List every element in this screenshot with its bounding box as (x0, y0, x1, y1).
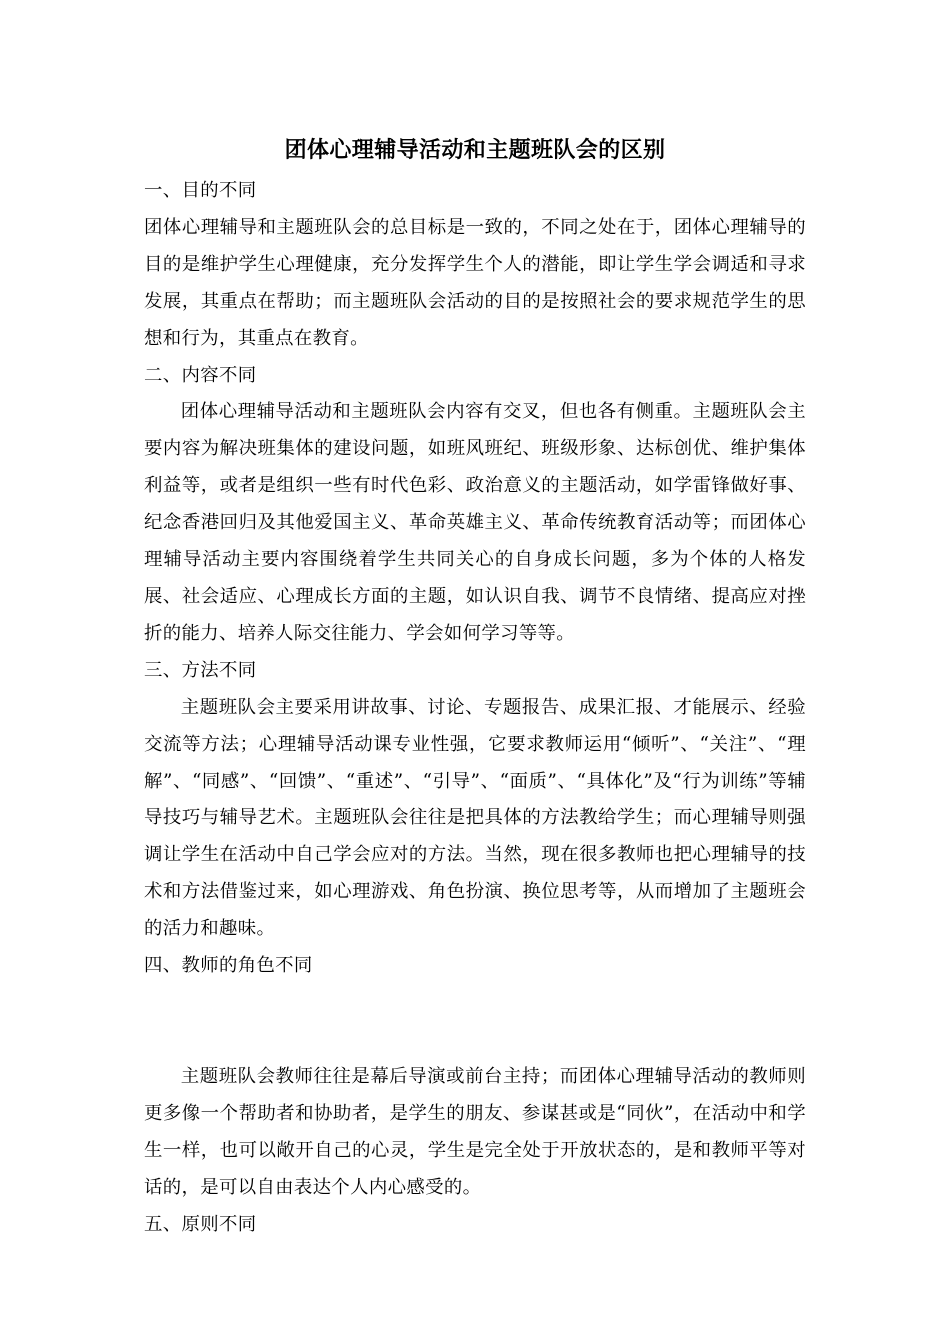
section-heading-purpose: 一、目的不同 (144, 180, 257, 201)
document-page (144, 129, 806, 1243)
section-heading-principle: 五、原则不同 (144, 1213, 257, 1235)
blank-space (144, 985, 806, 1059)
section-paragraph-teacher-role: 主题班队会教师往往是幕后导演或前台主持；而团体心理辅导活动的教师则更多像一个帮助者和协助者，是学生的朋友、参谋甚或是“同伙”，在活动中和学生一样，也可以敞开自己的心灵，学生是完全处于开放状态的，是和教师平等对话的，是可以自由表达个人内心感受的。 (144, 1065, 806, 1198)
section-heading-method: 三、方法不同 (144, 659, 257, 681)
section-paragraph-purpose: 团体心理辅导和主题班队会的总目标是一致的，不同之处在于，团体心理辅导的目的是维护学生心理健康，充分发挥学生个人的潜能，即让学生学会调适和寻求发展，其重点在帮助；而主题班队会活动的目的是按照社会的要求规范学生的思想和行为，其重点在教育。 (144, 216, 806, 349)
section-heading-content: 二、内容不同 (144, 364, 257, 386)
section-paragraph-content: 团体心理辅导活动和主题班队会内容有交叉，但也各有侧重。主题班队会主要内容为解决班集体的建设问题，如班风班纪、班级形象、达标创优、维护集体利益等，或者是组织一些有时代色彩、政治意义的主题活动，如学雷锋做好事、纪念香港回归及其他爱国主义、革命英雄主义、革命传统教育活动等；而团体心理辅导活动主要内容围绕着学生共同关心的自身成长问题，多为个体的人格发展、社会适应、心理成长方面的主题，如认识自我、调节不良情绪、提高应对挫折的能力、培养人际交往能力、学会如何学习等等。 (144, 401, 806, 644)
document-title: 团体心理辅导活动和主题班队会的区别 (284, 138, 666, 163)
section-heading-teacher-role: 四、教师的角色不同 (144, 955, 313, 977)
section-paragraph-method: 主题班队会主要采用讲故事、讨论、专题报告、成果汇报、才能展示、经验交流等方法；心理辅导活动课专业性强，它要求教师运用“倾听”、“关注”、“理解”、“同感”、“回馈”、“重述”、“引导”、“面质”、“具体化”及“行为训练”等辅导技巧与辅导艺术。主题班队会往往是把具体的方法教给学生；而心理辅导则强调让学生在活动中自己学会应对的方法。当然，现在很多教师也把心理辅导的技术和方法借鉴过来，如心理游戏、角色扮演、换位思考等，从而增加了主题班会的活力和趣味。 (144, 696, 806, 940)
